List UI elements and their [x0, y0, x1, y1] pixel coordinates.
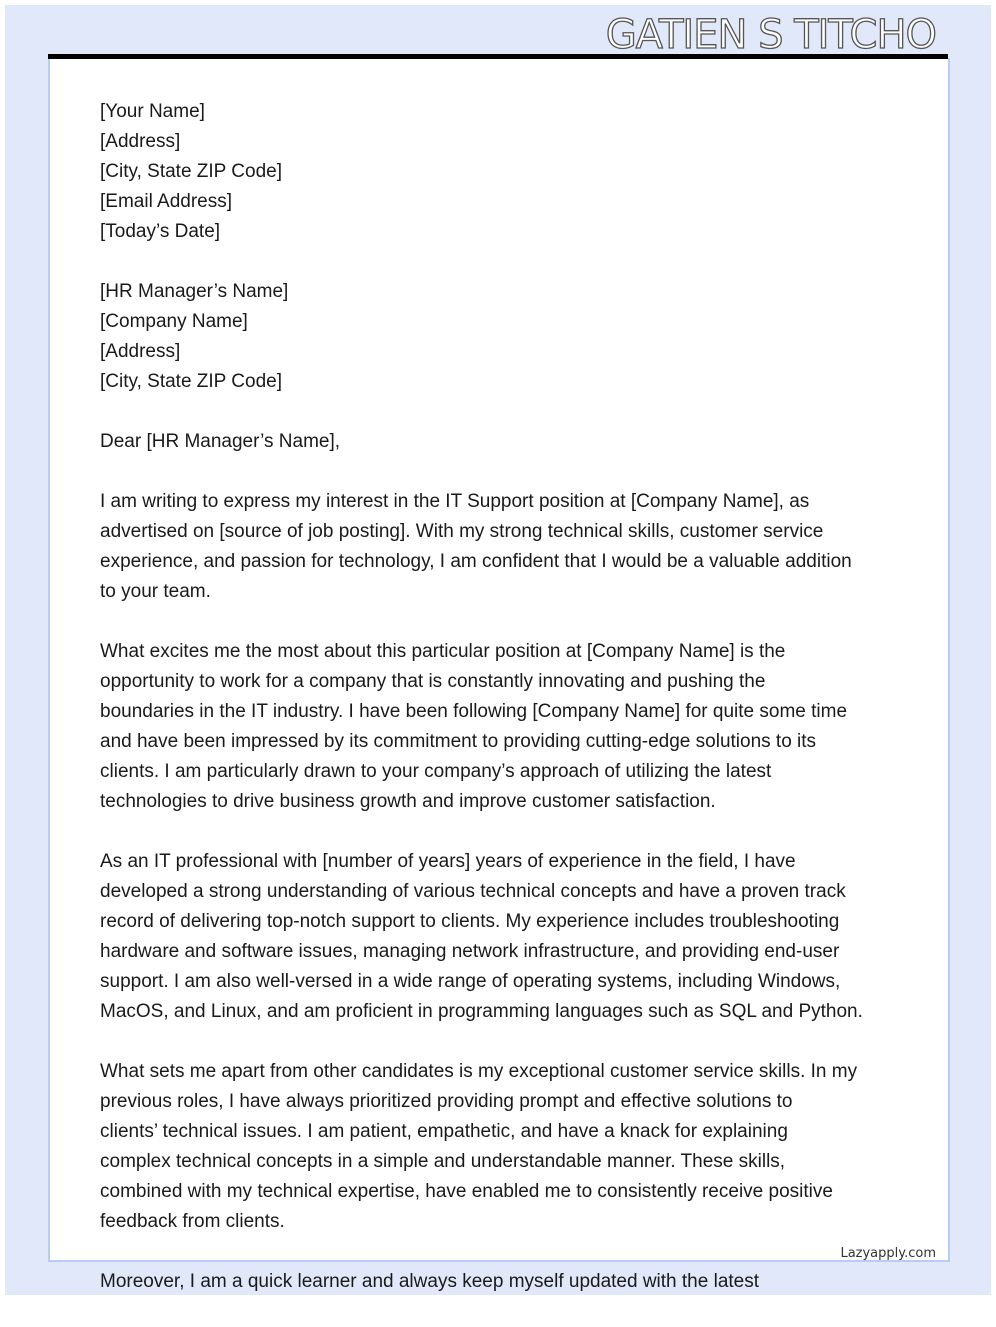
- text-line: opportunity to work for a company that is constantly innovating and pushing the: [100, 671, 766, 692]
- text-line: boundaries in the IT industry. I have been following [Company Name] for quite some time: [100, 701, 848, 722]
- text-line: [Today’s Date]: [100, 221, 221, 242]
- text-line: What excites me the most about this particular position at [Company Name] is the: [100, 641, 786, 662]
- text-line: [City, State ZIP Code]: [100, 161, 282, 182]
- footer-brand: Lazyapply.com: [840, 1246, 936, 1261]
- paragraph: [100, 637, 863, 817]
- text-line: previous roles, I have always prioritized providing prompt and effective solutions to: [100, 1091, 793, 1112]
- text-line: As an IT professional with [number of years] years of experience in the field, I have: [100, 851, 796, 872]
- text-line: clients. I am particularly drawn to your company’s approach of utilizing the latest: [100, 761, 772, 782]
- text-line: support. I am also well-versed in a wide range of operating systems, including Windows,: [100, 971, 841, 992]
- header-name: GATIEN S TITCHO: [605, 12, 936, 58]
- paragraph: [100, 1267, 863, 1297]
- text-line: developed a strong understanding of various technical concepts and have a proven track: [100, 881, 846, 902]
- paragraph: [100, 277, 863, 397]
- text-line: to your team.: [100, 581, 211, 602]
- text-line: [Email Address]: [100, 191, 232, 212]
- paragraph: [100, 487, 863, 607]
- text-line: technologies to drive business growth and improve customer satisfaction.: [100, 791, 716, 812]
- text-line: [Company Name]: [100, 311, 248, 332]
- text-line: experience, and passion for technology, I am confident that I would be a valuable addition: [100, 551, 852, 572]
- text-line: advertised on [source of job posting]. With my strong technical skills, customer service: [100, 521, 824, 542]
- text-line: hardware and software issues, managing network infrastructure, and providing end-user: [100, 941, 840, 962]
- text-line: clients’ technical issues. I am patient, empathetic, and have a knack for explaining: [100, 1121, 788, 1142]
- text-line: [Your Name]: [100, 101, 205, 122]
- text-line: [Address]: [100, 131, 181, 152]
- paragraph: [100, 847, 863, 1027]
- text-line: complex technical concepts in a simple and understandable manner. These skills,: [100, 1151, 786, 1172]
- text-line: and have been impressed by its commitment to providing cutting-edge solutions to its: [100, 731, 817, 752]
- text-line: Dear [HR Manager’s Name],: [100, 431, 341, 452]
- paragraph: [100, 97, 863, 247]
- text-line: [HR Manager’s Name]: [100, 281, 289, 302]
- text-line: Moreover, I am a quick learner and always keep myself updated with the latest: [100, 1271, 760, 1292]
- text-line: combined with my technical expertise, have enabled me to consistently receive positive: [100, 1181, 833, 1202]
- text-line: MacOS, and Linux, and am proficient in programming languages such as SQL and Python.: [100, 1001, 863, 1022]
- text-line: What sets me apart from other candidates is my exceptional customer service skills. In my: [100, 1061, 858, 1082]
- text-line: record of delivering top-notch support to clients. My experience includes troubleshooting: [100, 911, 840, 932]
- text-line: feedback from clients.: [100, 1211, 285, 1232]
- letter-body: [100, 97, 863, 1327]
- text-line: [Address]: [100, 341, 181, 362]
- text-line: I am writing to express my interest in the IT Support position at [Company Name], as: [100, 491, 810, 512]
- paragraph: [100, 1057, 863, 1237]
- paragraph: [100, 427, 863, 457]
- text-line: [City, State ZIP Code]: [100, 371, 282, 392]
